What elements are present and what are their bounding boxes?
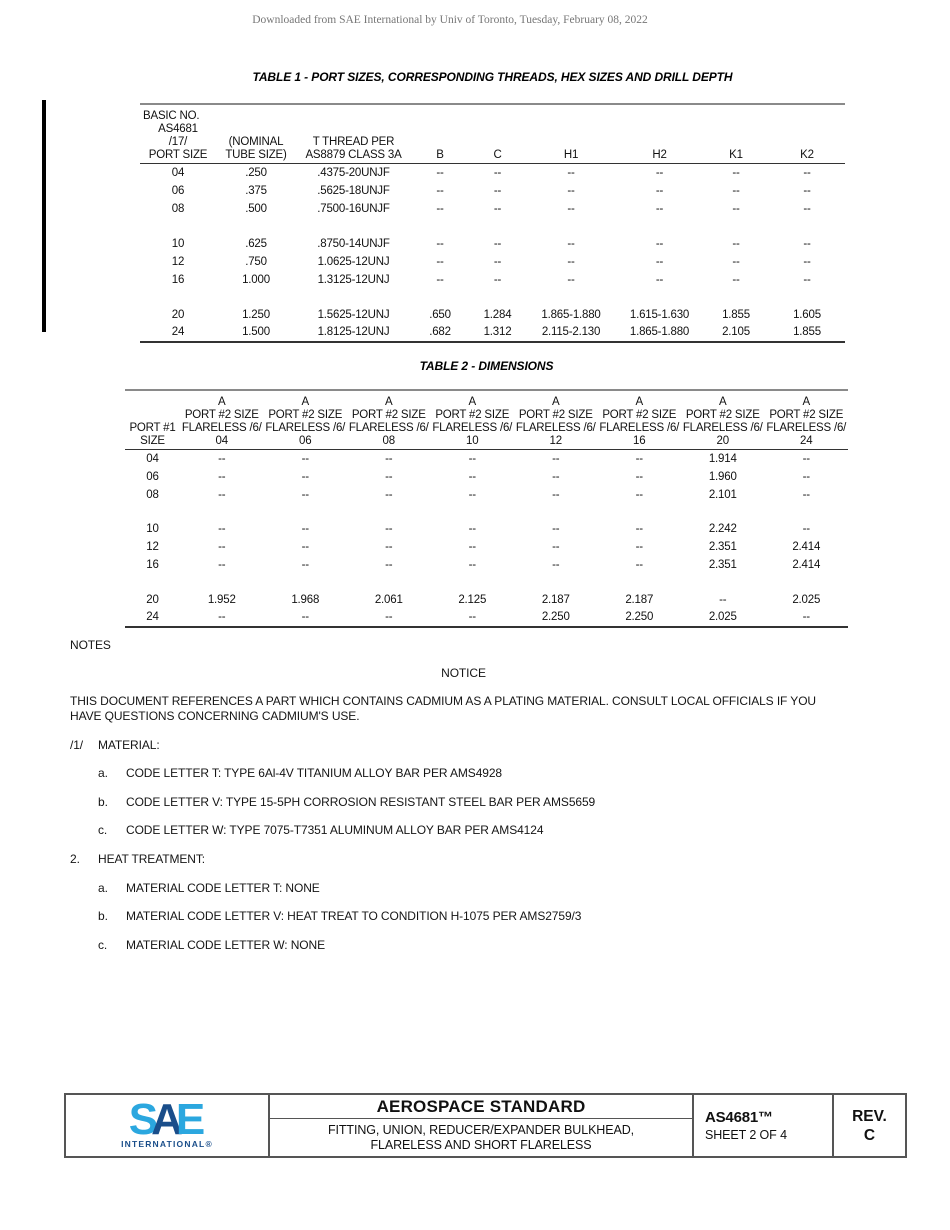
- table-cell: --: [567, 255, 575, 268]
- header-line: T THREAD PER: [312, 136, 395, 148]
- table-spacer-cell: [140, 289, 845, 306]
- table-cell: --: [468, 611, 476, 623]
- sae-logo-international-label: INTERNATIONAL: [121, 1139, 206, 1149]
- document-subtitle-line: FLARELESS AND SHORT FLARELESS: [370, 1137, 592, 1152]
- sae-logo-letters: [128, 1095, 206, 1144]
- table-cell: 2.101: [708, 488, 737, 501]
- table-cell: 1.914: [708, 452, 737, 465]
- table1-header-row: [140, 104, 845, 164]
- table-cell: --: [493, 166, 502, 179]
- table2-column-header: [431, 390, 515, 450]
- header-line: 10: [466, 435, 479, 447]
- header-line: A: [301, 396, 309, 408]
- header-line: PORT #2 SIZE: [769, 409, 844, 421]
- table-row: [140, 235, 845, 253]
- table-cell: 20: [146, 593, 159, 606]
- table-cell: --: [385, 452, 393, 465]
- table-cell: --: [218, 541, 226, 553]
- table-cell: --: [552, 452, 560, 465]
- header-line: PORT SIZE: [148, 149, 208, 161]
- note-letter: a.: [98, 881, 108, 895]
- header-line: C: [493, 149, 502, 161]
- header-line: FLARELESS /6/: [682, 422, 763, 434]
- table-cell: --: [301, 452, 309, 465]
- table-cell: 06: [171, 184, 185, 197]
- table-cell: --: [436, 237, 444, 250]
- notice-heading: NOTICE: [441, 666, 486, 680]
- table-cell: --: [732, 273, 740, 286]
- table-row: [125, 556, 848, 574]
- download-watermark: Downloaded from SAE International by Univ of Toronto, Tuesday, February 08, 2022: [252, 14, 648, 26]
- note-material-item-c: [70, 823, 543, 838]
- table-cell: --: [301, 523, 309, 535]
- table-cell: --: [468, 452, 476, 465]
- table-row: [125, 520, 848, 538]
- note-text: CODE LETTER T: TYPE 6Al-4V TITANIUM ALLOY BAR PER AMS4928: [126, 766, 502, 780]
- header-line: BASIC NO.: [143, 110, 200, 122]
- note-marker: /1/: [70, 738, 84, 752]
- sae-logo-letter-e: E: [175, 1095, 199, 1144]
- note-text: MATERIAL CODE LETTER T: NONE: [126, 881, 320, 895]
- table-row: [125, 450, 848, 468]
- table-cell: .625: [245, 237, 267, 250]
- table-cell: 2.115-2.130: [541, 326, 601, 338]
- table-cell: 1.855: [793, 326, 821, 338]
- table-spacer-row: [140, 218, 845, 235]
- header-line: K2: [800, 149, 814, 161]
- table-cell: .5625-18UNJF: [317, 184, 390, 197]
- table-cell: --: [218, 488, 226, 501]
- table-cell: 1.960: [708, 470, 737, 483]
- header-line: A: [552, 396, 560, 408]
- table1-header-basic: [140, 104, 216, 164]
- table-cell: --: [803, 166, 811, 179]
- table-row: [125, 609, 848, 627]
- header-line: PORT #2 SIZE: [518, 409, 593, 421]
- table-row: [140, 164, 845, 182]
- table-cell: 2.025: [708, 611, 737, 623]
- table1-header-b: [411, 104, 469, 164]
- table2-column-header: [347, 390, 431, 450]
- revision-value: C: [863, 1126, 876, 1144]
- table-spacer-row: [125, 504, 848, 521]
- header-line: (NOMINAL: [228, 136, 284, 148]
- table-cell: --: [567, 273, 575, 286]
- document-subtitle-line: FITTING, UNION, REDUCER/EXPANDER BULKHEAD,: [327, 1122, 635, 1137]
- table-spacer-row: [125, 574, 848, 591]
- table-cell: 1.615-1.630: [629, 308, 690, 321]
- table-cell: 1.865-1.880: [629, 326, 690, 338]
- table-cell: .650: [429, 308, 451, 321]
- header-line: PORT #2 SIZE: [685, 409, 760, 421]
- header-line: 12: [549, 435, 562, 447]
- table-cell: --: [803, 237, 811, 250]
- header-line: FLARELESS /6/: [766, 422, 847, 434]
- header-line: 20: [716, 435, 729, 447]
- table-cell: 2.414: [792, 559, 821, 571]
- table2-column-header: [264, 390, 348, 450]
- header-line: PORT #2 SIZE: [184, 409, 259, 421]
- table-cell: --: [493, 273, 502, 286]
- table-cell: --: [436, 166, 444, 179]
- table-cell: --: [436, 202, 444, 215]
- table-cell: --: [567, 237, 575, 250]
- table-cell: --: [732, 237, 740, 250]
- table-row: [140, 253, 845, 271]
- table-cell: --: [218, 523, 226, 535]
- sae-logo-international-text: [121, 1139, 213, 1149]
- table-cell: 1.952: [207, 593, 236, 606]
- table-cell: --: [732, 166, 740, 179]
- header-line: FLARELESS /6/: [265, 422, 346, 434]
- table-cell: 1.855: [722, 308, 750, 321]
- note-letter: c.: [98, 823, 108, 837]
- table2-dimensions: [125, 389, 848, 628]
- table-cell: --: [301, 559, 309, 571]
- header-line: A: [635, 396, 643, 408]
- table-cell: 08: [171, 202, 185, 215]
- table-cell: --: [655, 237, 664, 250]
- table-cell: --: [468, 523, 476, 535]
- table-cell: --: [301, 488, 309, 501]
- note-heat-item-b: [70, 909, 581, 924]
- table-cell: 2.105: [722, 326, 750, 338]
- table2-header-port1: [125, 390, 180, 450]
- revision-change-bar: [42, 100, 46, 332]
- table-cell: 1.312: [483, 326, 512, 338]
- table-cell: --: [802, 611, 810, 623]
- table-cell: 24: [146, 611, 159, 623]
- table-cell: --: [803, 184, 811, 197]
- header-line: 08: [382, 435, 395, 447]
- document-number-cell: [694, 1095, 834, 1156]
- table-spacer-cell: [125, 504, 848, 521]
- table-cell: --: [655, 184, 664, 197]
- table-spacer-cell: [140, 218, 845, 235]
- note-text: CODE LETTER V: TYPE 15-5PH CORROSION RESISTANT STEEL BAR PER AMS5659: [126, 795, 596, 809]
- table-cell: 20: [171, 308, 185, 321]
- table-cell: 1.3125-12UNJ: [317, 273, 390, 286]
- table-cell: --: [655, 255, 664, 268]
- table-cell: --: [803, 202, 811, 215]
- table-cell: 2.351: [708, 559, 737, 571]
- table-cell: 10: [171, 237, 185, 250]
- table-cell: --: [567, 166, 575, 179]
- header-line: PORT #2 SIZE: [602, 409, 677, 421]
- table-cell: 1.250: [242, 308, 270, 321]
- header-line: B: [436, 149, 444, 161]
- table-cell: 2.242: [708, 523, 737, 535]
- header-line: FLARELESS /6/: [181, 422, 262, 434]
- table-cell: --: [468, 541, 476, 553]
- table-row: [140, 324, 845, 342]
- table-row: [125, 591, 848, 609]
- sae-logo-letter-s: S: [128, 1095, 152, 1144]
- table1-port-sizes: [140, 103, 845, 343]
- table-cell: --: [552, 523, 560, 535]
- table-cell: --: [301, 541, 309, 553]
- table2-column-header: [514, 390, 598, 450]
- table-cell: --: [468, 488, 476, 501]
- table-cell: --: [719, 593, 727, 606]
- table-cell: 2.061: [374, 593, 403, 606]
- table-cell: --: [655, 202, 664, 215]
- table1-header-h2: [616, 104, 703, 164]
- table-cell: --: [802, 488, 810, 501]
- table-cell: 04: [171, 166, 185, 179]
- table-cell: --: [552, 541, 560, 553]
- header-line: H1: [563, 149, 579, 161]
- table-row: [125, 468, 848, 486]
- header-line: A: [802, 396, 810, 408]
- header-line: SIZE: [140, 435, 165, 447]
- note-letter: a.: [98, 766, 108, 780]
- table-cell: --: [385, 541, 393, 553]
- header-line: 06: [299, 435, 312, 447]
- table-cell: 1.968: [291, 593, 320, 606]
- note-text: CODE LETTER W: TYPE 7075-T7351 ALUMINUM ALLOY BAR PER AMS4124: [126, 823, 544, 837]
- table-cell: .7500-16UNJF: [317, 202, 390, 215]
- table-cell: 2.025: [792, 593, 821, 606]
- table-cell: --: [567, 184, 575, 197]
- header-line: FLARELESS /6/: [348, 422, 429, 434]
- table1-header-h1: [526, 104, 616, 164]
- table-spacer-cell: [125, 574, 848, 591]
- table-cell: 16: [146, 559, 159, 571]
- table-cell: 08: [146, 488, 159, 501]
- header-line: /17/: [168, 136, 188, 148]
- table-cell: 1.5625-12UNJ: [317, 308, 390, 321]
- table-cell: 1.0625-12UNJ: [317, 255, 390, 268]
- table-cell: 24: [171, 326, 185, 338]
- title-block: [64, 1093, 907, 1158]
- table-cell: 12: [171, 255, 185, 268]
- note-label: HEAT TREATMENT:: [98, 852, 205, 866]
- header-line: PORT #2 SIZE: [268, 409, 343, 421]
- table-cell: --: [635, 541, 643, 553]
- table-cell: .682: [429, 326, 451, 338]
- table-cell: .8750-14UNJF: [317, 237, 390, 250]
- note-letter: c.: [98, 938, 108, 952]
- table-cell: --: [552, 470, 560, 483]
- header-line: PORT #1: [129, 422, 176, 434]
- header-line: 04: [215, 435, 228, 447]
- table-cell: --: [436, 184, 444, 197]
- table1-caption: TABLE 1 - PORT SIZES, CORRESPONDING THREADS, HEX SIZES AND DRILL DEPTH: [252, 70, 733, 84]
- table-row: [140, 271, 845, 289]
- header-line: FLARELESS /6/: [432, 422, 513, 434]
- table1-header-k1: [703, 104, 769, 164]
- table-cell: --: [655, 273, 664, 286]
- table1-header-k2: [769, 104, 845, 164]
- note-heat-item-a: [70, 881, 320, 896]
- table2-column-header: [765, 390, 849, 450]
- note-material-heading: [70, 738, 160, 753]
- table-cell: --: [732, 202, 740, 215]
- table-cell: --: [552, 559, 560, 571]
- header-line: AS4681: [158, 123, 198, 135]
- header-line: A: [218, 396, 226, 408]
- table-cell: 10: [146, 523, 159, 535]
- table-cell: 04: [146, 452, 159, 465]
- header-line: 24: [800, 435, 813, 447]
- note-label: MATERIAL:: [98, 738, 160, 752]
- header-line: A: [719, 396, 727, 408]
- table-cell: --: [301, 470, 309, 483]
- header-line: PORT #2 SIZE: [435, 409, 510, 421]
- table-cell: --: [385, 611, 393, 623]
- table-cell: --: [385, 559, 393, 571]
- header-line: A: [385, 396, 393, 408]
- table-cell: --: [385, 523, 393, 535]
- note-material-item-b: [70, 795, 595, 810]
- table-cell: 2.187: [625, 593, 654, 606]
- note-letter: b.: [98, 795, 108, 809]
- note-marker: 2.: [70, 852, 80, 866]
- table-cell: 2.125: [458, 593, 487, 606]
- table-cell: --: [493, 255, 502, 268]
- table-cell: 2.250: [625, 611, 654, 623]
- table-cell: 2.414: [792, 541, 821, 553]
- table-cell: --: [301, 611, 309, 623]
- table-cell: .250: [245, 166, 267, 179]
- table-cell: .500: [245, 202, 267, 215]
- table-cell: .375: [245, 184, 267, 197]
- registered-mark: ®: [205, 1139, 213, 1149]
- table-row: [140, 200, 845, 218]
- table-cell: --: [635, 452, 643, 465]
- table2-header-row: [125, 390, 848, 450]
- table-cell: --: [803, 273, 811, 286]
- note-text: MATERIAL CODE LETTER V: HEAT TREAT TO CONDITION H-1075 PER AMS2759/3: [126, 909, 582, 923]
- table-cell: --: [436, 255, 444, 268]
- document-subtitle: [270, 1119, 692, 1156]
- header-line: 16: [633, 435, 646, 447]
- table-cell: 1.500: [242, 326, 270, 338]
- notes-heading: NOTES: [70, 638, 111, 652]
- table-cell: --: [732, 255, 740, 268]
- table2-caption: TABLE 2 - DIMENSIONS: [419, 359, 554, 373]
- table-cell: 12: [146, 541, 159, 553]
- notice-paragraph-line: THIS DOCUMENT REFERENCES A PART WHICH CONTAINS CADMIUM AS A PLATING MATERIAL. CONSULT LOCAL OFFICIALS IF YOU: [70, 694, 816, 708]
- table1-header-thread: [296, 104, 411, 164]
- table-spacer-row: [140, 289, 845, 306]
- table-cell: --: [436, 273, 444, 286]
- table-row: [140, 306, 845, 324]
- table-cell: --: [655, 166, 664, 179]
- table1-header-tube: [216, 104, 296, 164]
- table2-column-header: [180, 390, 264, 450]
- sheet-number: SHEET 2 OF 4: [705, 1128, 787, 1142]
- header-line: K1: [729, 149, 743, 161]
- table-cell: 2.250: [541, 611, 570, 623]
- table-cell: --: [385, 488, 393, 501]
- table-cell: 2.351: [708, 541, 737, 553]
- table-cell: 16: [171, 273, 185, 286]
- document-type-title: AEROSPACE STANDARD: [270, 1095, 692, 1119]
- table-cell: --: [493, 202, 502, 215]
- header-line: FLARELESS /6/: [515, 422, 596, 434]
- header-line: H2: [652, 149, 667, 161]
- header-line: A: [468, 396, 476, 408]
- table-row: [140, 182, 845, 200]
- notice-paragraph-line: HAVE QUESTIONS CONCERNING CADMIUM'S USE.: [70, 709, 360, 723]
- revision-cell: [834, 1095, 905, 1156]
- header-line: AS8879 CLASS 3A: [305, 149, 402, 161]
- table-cell: --: [635, 559, 643, 571]
- sae-logo-letter-a: A: [151, 1095, 176, 1144]
- table-cell: .4375-20UNJF: [317, 166, 390, 179]
- note-heat-heading: [70, 852, 205, 867]
- table-cell: 1.8125-12UNJ: [317, 326, 390, 338]
- table-cell: --: [803, 255, 811, 268]
- document-number: AS4681™: [705, 1109, 773, 1126]
- table-cell: --: [635, 488, 643, 501]
- table-cell: --: [493, 237, 502, 250]
- header-line: FLARELESS /6/: [599, 422, 680, 434]
- table-cell: --: [802, 470, 810, 483]
- table-cell: --: [218, 452, 226, 465]
- note-letter: b.: [98, 909, 108, 923]
- note-material-item-a: [70, 766, 502, 781]
- header-line: PORT #2 SIZE: [351, 409, 426, 421]
- table-cell: --: [218, 559, 226, 571]
- table-cell: 1.000: [242, 273, 270, 286]
- table2-column-header: [681, 390, 765, 450]
- header-line: TUBE SIZE): [225, 149, 287, 161]
- table-cell: 2.187: [541, 593, 570, 606]
- table-cell: --: [567, 202, 575, 215]
- table-cell: 1.865-1.880: [541, 308, 601, 321]
- table-cell: --: [635, 470, 643, 483]
- table2-column-header: [598, 390, 682, 450]
- note-text: MATERIAL CODE LETTER W: NONE: [126, 938, 326, 952]
- title-block-center: [270, 1095, 694, 1156]
- table-cell: --: [385, 470, 393, 483]
- table-cell: --: [493, 184, 502, 197]
- sae-logo: [66, 1095, 270, 1156]
- table-row: [125, 486, 848, 504]
- table-cell: --: [802, 523, 810, 535]
- table-cell: --: [468, 470, 476, 483]
- table-cell: --: [468, 559, 476, 571]
- table1-header-c: [469, 104, 526, 164]
- table-cell: --: [635, 523, 643, 535]
- notice-paragraph: [70, 694, 885, 724]
- table-row: [125, 538, 848, 556]
- table-cell: 06: [146, 470, 159, 483]
- table-cell: --: [732, 184, 740, 197]
- table-cell: --: [218, 611, 226, 623]
- table-cell: --: [552, 488, 560, 501]
- revision-label: REV.: [852, 1107, 887, 1125]
- table-cell: .750: [245, 255, 267, 268]
- table-cell: 1.605: [793, 308, 821, 321]
- table-cell: 1.284: [483, 308, 512, 321]
- table-cell: --: [802, 452, 810, 465]
- table-cell: --: [218, 470, 226, 483]
- note-heat-item-c: [70, 938, 325, 953]
